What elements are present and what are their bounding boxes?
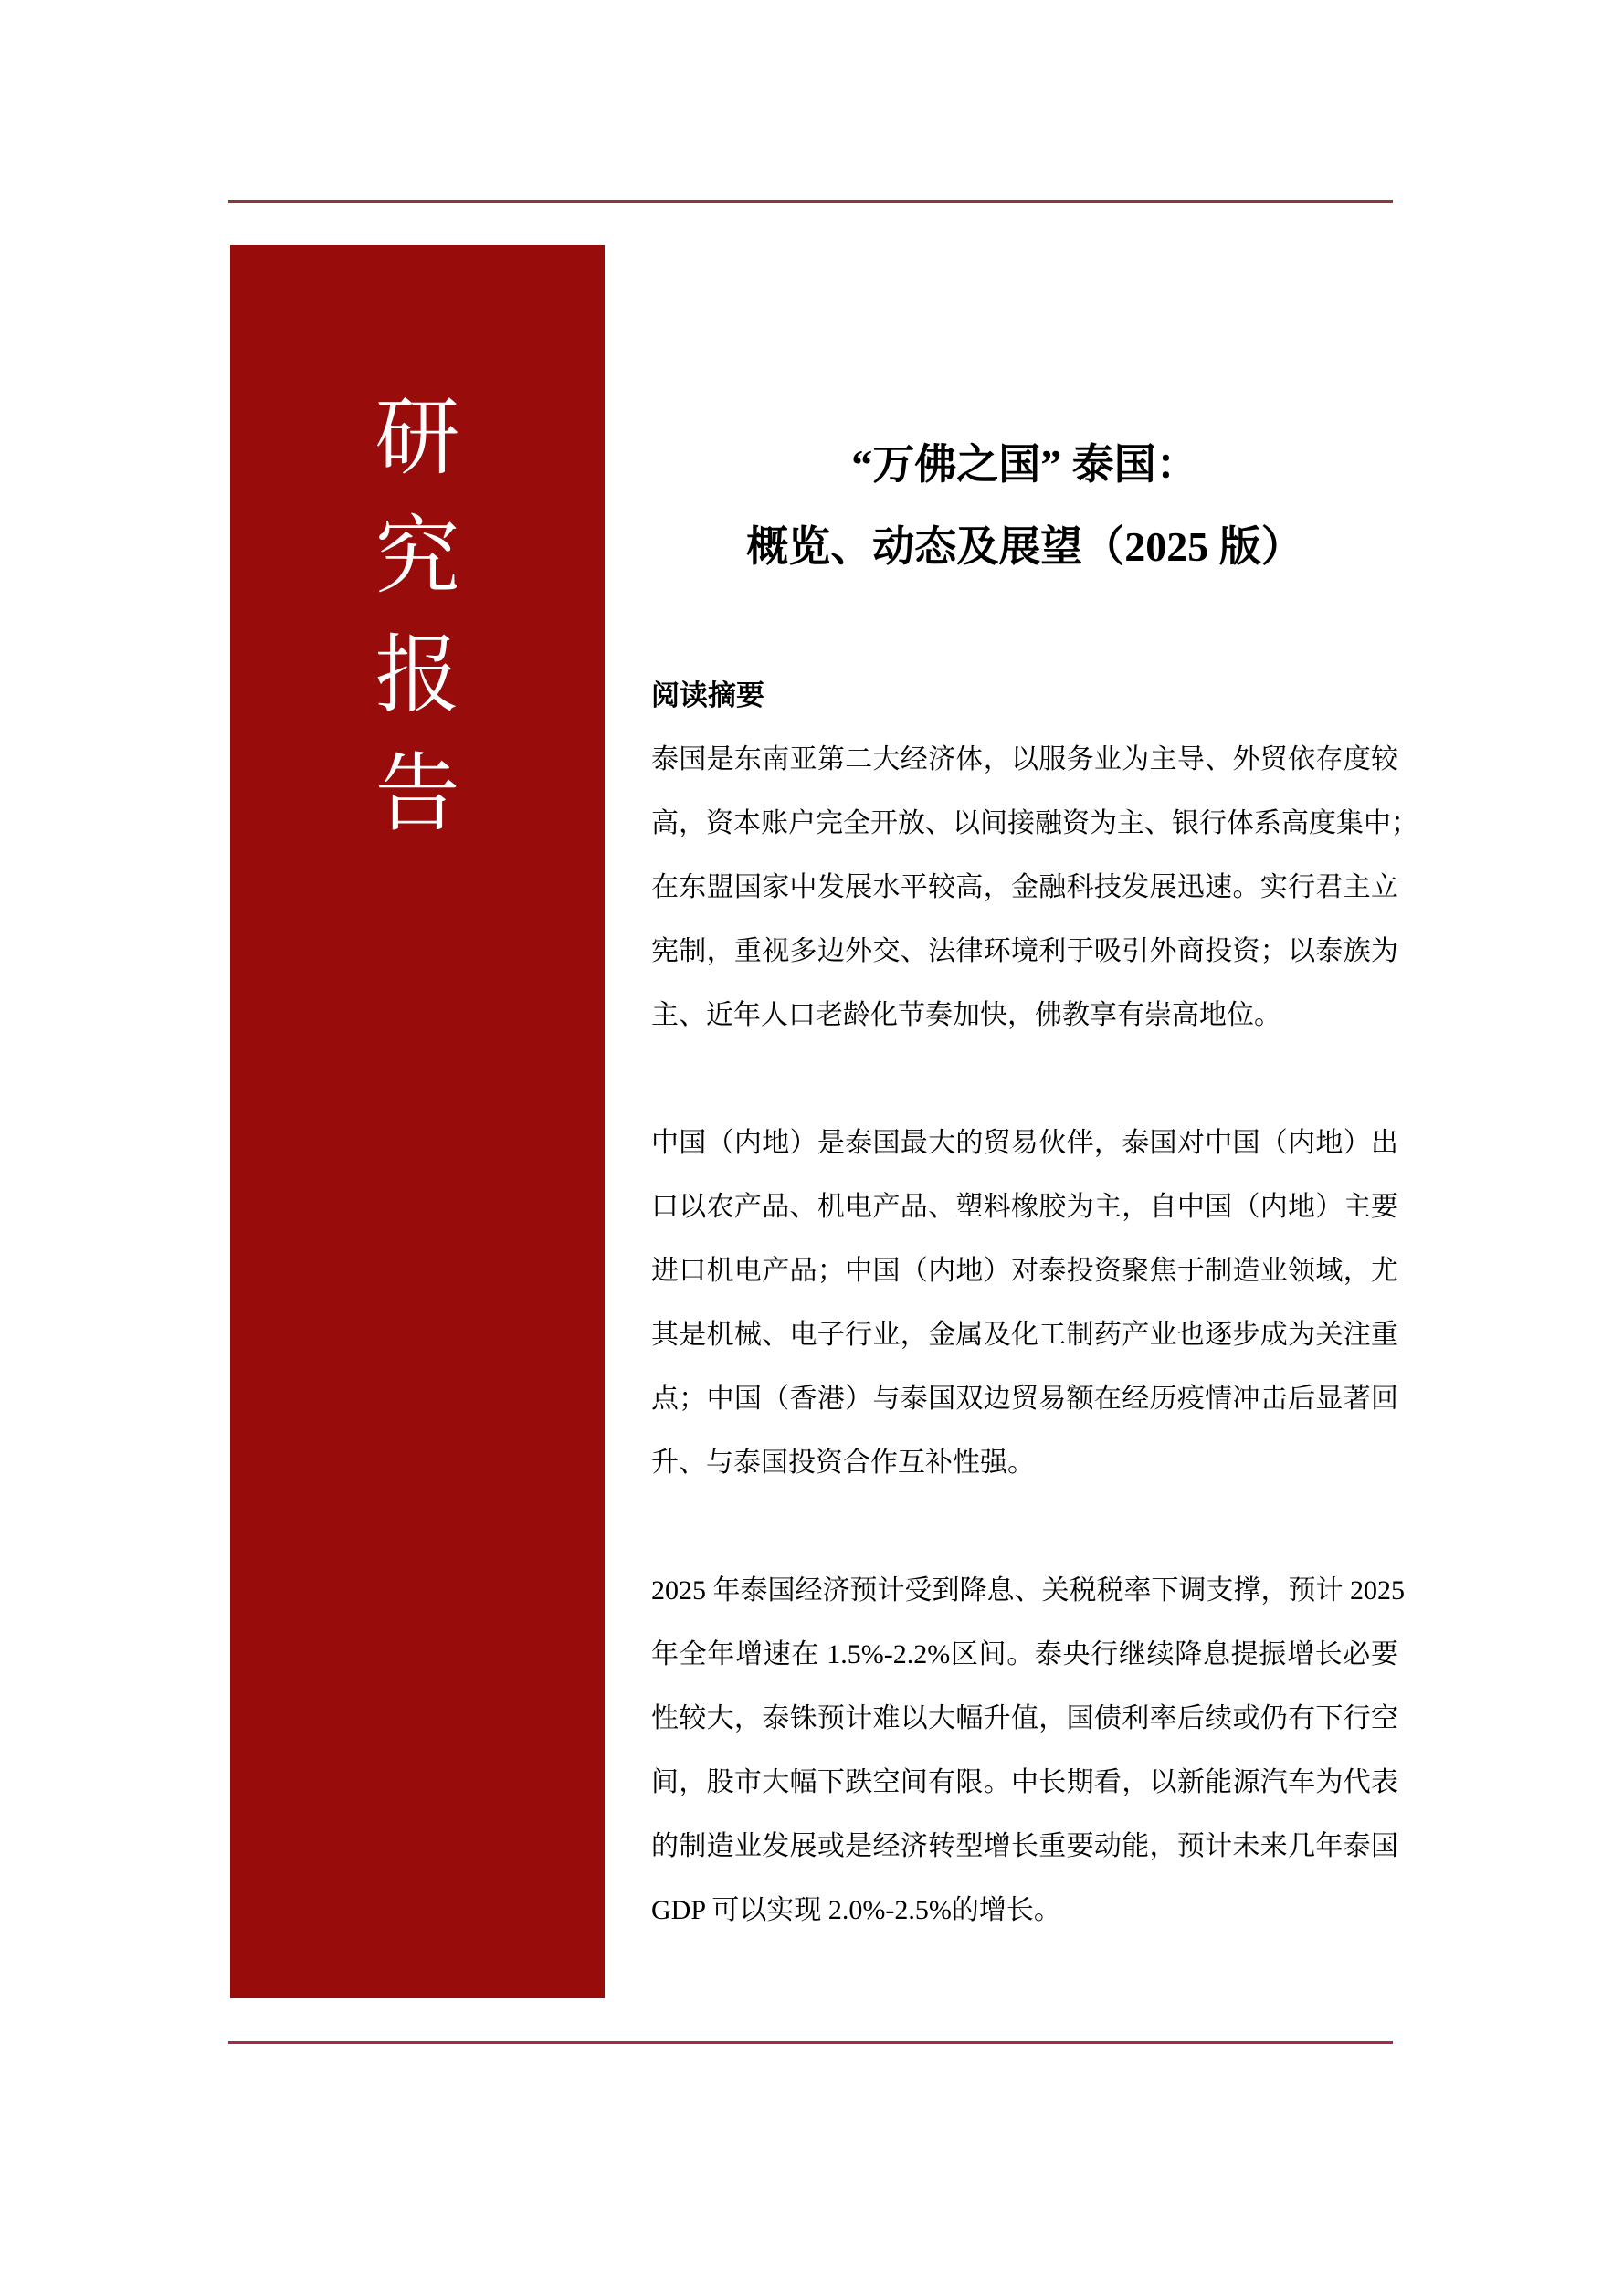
paragraph-line: 进口机电产品；中国（内地）对泰投资聚焦于制造业领域，尤 <box>651 1256 1398 1286</box>
report-title <box>651 424 1398 588</box>
summary-paragraph-1 <box>651 728 1418 1048</box>
paragraph-line: 2025 年泰国经济预计受到降息、关税税率下调支撑，预计 2025 <box>651 1575 1405 1606</box>
paragraph-line: 升、与泰国投资合作互补性强。 <box>651 1448 1035 1478</box>
paragraph-line: 在东盟国家中发展水平较高，金融科技发展迅速。实行君主立 <box>651 872 1398 902</box>
report-title-line-2: 概览、动态及展望（2025 版） <box>746 523 1303 570</box>
sidebar-vertical-char-4: 告 <box>374 748 460 842</box>
summary-paragraph-2 <box>651 1111 1398 1495</box>
bottom-divider-line <box>228 2041 1393 2044</box>
paragraph-line: GDP 可以实现 2.0%-2.5%的增长。 <box>651 1895 1061 1925</box>
paragraph-line: 的制造业发展或是经济转型增长重要动能，预计未来几年泰国 <box>651 1831 1398 1861</box>
summary-paragraph-3 <box>651 1559 1405 1943</box>
reading-summary-section <box>651 664 1418 1943</box>
summary-heading: 阅读摘要 <box>651 679 764 711</box>
paragraph-line: 口以农产品、机电产品、塑料橡胶为主，自中国（内地）主要 <box>651 1192 1398 1222</box>
paragraph-line: 中国（内地）是泰国最大的贸易伙伴，泰国对中国（内地）出 <box>651 1128 1398 1158</box>
sidebar-research-report-banner <box>230 245 605 1998</box>
paragraph-line: 间，股市大幅下跌空间有限。中长期看，以新能源汽车为代表 <box>651 1767 1398 1797</box>
sidebar-vertical-char-3: 报 <box>374 629 460 723</box>
paragraph-line: 点；中国（香港）与泰国双边贸易额在经历疫情冲击后显著回 <box>651 1384 1398 1414</box>
paragraph-line: 其是机械、电子行业，金属及化工制药产业也逐步成为关注重 <box>651 1320 1398 1350</box>
top-divider-line <box>228 200 1393 203</box>
sidebar-vertical-char-1: 研 <box>374 392 460 486</box>
report-title-line-1: “万佛之国” 泰国： <box>851 441 1198 488</box>
paragraph-line: 高，资本账户完全开放、以间接融资为主、银行体系高度集中； <box>651 808 1418 838</box>
paragraph-line: 泰国是东南亚第二大经济体，以服务业为主导、外贸依存度较 <box>651 744 1398 774</box>
paragraph-line: 主、近年人口老龄化节奏加快，佛教享有崇高地位。 <box>651 1000 1281 1030</box>
paragraph-line: 宪制，重视多边外交、法律环境利于吸引外商投资；以泰族为 <box>651 936 1398 966</box>
paragraph-line: 年全年增速在 1.5%-2.2%区间。泰央行继续降息提振增长必要 <box>651 1639 1398 1669</box>
paragraph-line: 性较大，泰铢预计难以大幅升值，国债利率后续或仍有下行空 <box>651 1703 1398 1733</box>
sidebar-vertical-char-2: 究 <box>374 511 460 605</box>
